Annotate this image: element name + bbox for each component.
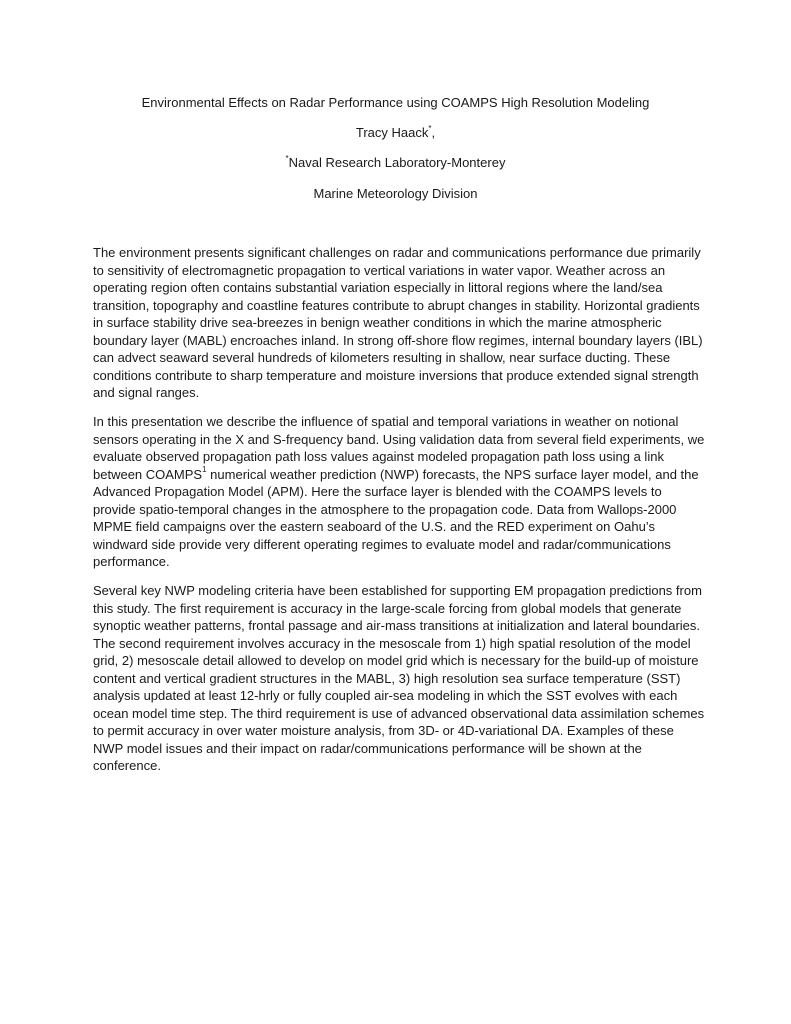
author-line	[0, 124, 791, 141]
paragraph-2-part-1: In this presentation we describe the influence of spatial and temporal variations in weather on notional sensors operating in the X and S-frequency band. Using validation data from several field experiments, we evaluate observed propagation path loss values against modeled propagation path loss using a link between COAMPS	[93, 414, 705, 482]
author-affiliation-marker: *	[428, 123, 432, 133]
paragraph-3: Several key NWP modeling criteria have been established for supporting EM propagation predictions from this study. The first requirement is accuracy in the large-scale forcing from global models that generate synoptic weather patterns, frontal passage and air-mass transitions at initialization and lateral boundaries. The second requirement involves accuracy in the mesoscale from 1) high spatial resolution of the model grid, 2) mesoscale detail allowed to develop on model grid which is necessary for the build-up of moisture content and vertical gradient structures in the MABL, 3) high resolution sea surface temperature (SST) analysis updated at least 12-hrly or fully coupled air-sea modeling in which the SST evolves with each ocean model time step. The third requirement is use of advanced observational data assimilation schemes to permit accuracy in over water moisture analysis, from 3D- or 4D-variational DA. Examples of these NWP model issues and their impact on radar/communications performance will be shown at the conference.	[93, 583, 705, 773]
author-suffix: ,	[431, 125, 436, 140]
affiliation-name: Naval Research Laboratory-Monterey	[288, 155, 506, 170]
footnote-marker: 1	[202, 465, 207, 475]
division-line: Marine Meteorology Division	[313, 186, 478, 201]
author-name: Tracy Haack	[355, 125, 429, 140]
document-title: Environmental Effects on Radar Performance using COAMPS High Resolution Modeling	[141, 95, 650, 110]
affiliation-line	[0, 154, 791, 171]
paragraph-2-part-2: numerical weather prediction (NWP) forecasts, the NPS surface layer model, and the Advanced Propagation Model (APM). Here the surface layer is blended with the COAMPS levels to provide spatio-temporal changes in the atmosphere to the propagation code. Data from Wallops-2000 MPME field campaigns over the eastern seaboard of the U.S. and the RED experiment on Oahu’s windward side provide very different operating regimes to evaluate model and radar/communications performance.	[93, 466, 699, 569]
affiliation-marker: *	[285, 153, 289, 163]
paragraph-2	[93, 413, 705, 571]
paragraph-1: The environment presents significant challenges on radar and communications performance due primarily to sensitivity of electromagnetic propagation to vertical variations in water vapor. Weather across an operating region often contains substantial variation especially in littoral regions where the land/sea transition, topography and coastline features contribute to abrupt changes in stability. Horizontal gradients in surface stability drive sea-breezes in benign weather conditions in which the marine atmospheric boundary layer (MABL) encroaches inland. In strong off-shore flow regimes, internal boundary layers (IBL) can advect seaward several hundreds of kilometers resulting in shallow, near surface ducting. These conditions contribute to sharp temperature and moisture inversions that produce extended signal strength and signal ranges.	[93, 245, 703, 400]
